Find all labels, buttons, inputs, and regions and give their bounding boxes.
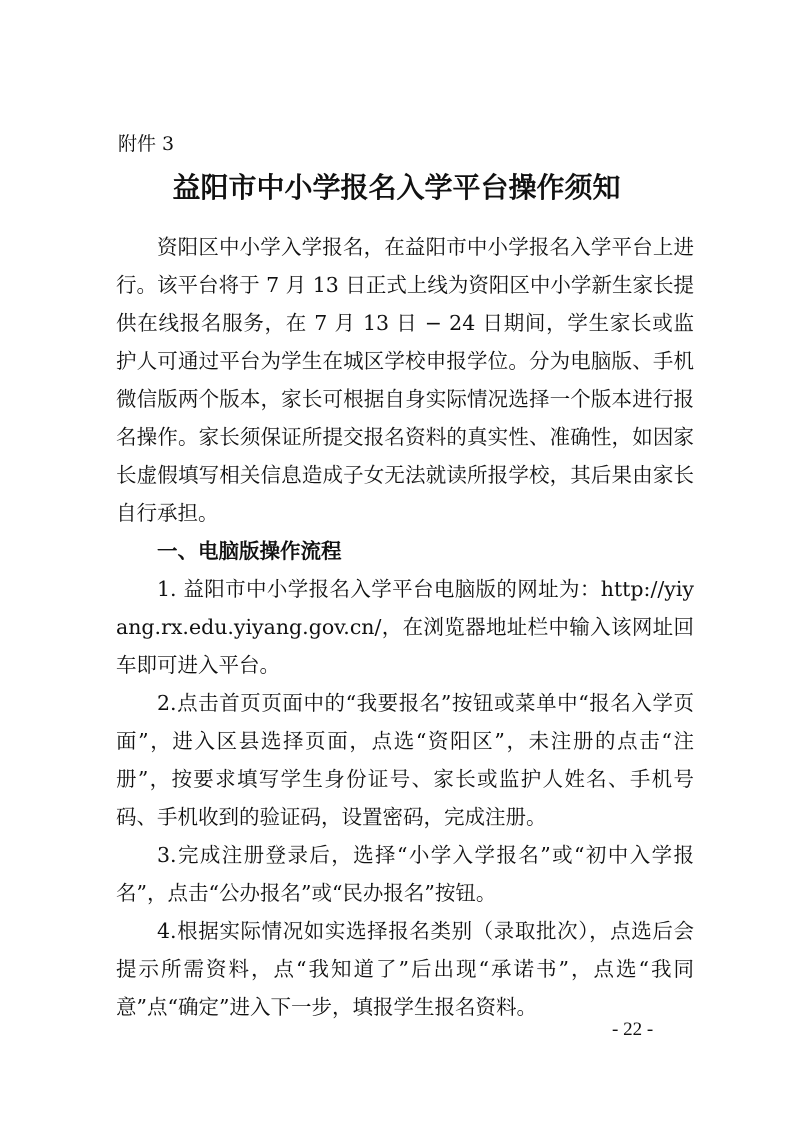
step-3-paragraph: 3.完成注册登录后，选择“小学入学报名”或“初中入学报名”，点击“公办报名”或“民办报名”按钮。 — [116, 843, 694, 905]
step-4-paragraph: 4.根据实际情况如实选择报名类别（录取批次），点选后会提示所需资料，点“我知道了”后出现“承诺书”，点选“我同意”点“确定”进入下一步，填报学生报名资料。 — [116, 919, 694, 1019]
document-title: 益阳市中小学报名入学平台操作须知 — [172, 171, 621, 204]
step-2-paragraph: 2.点击首页页面中的“我要报名”按钮或菜单中“报名入学页面”，进入区县选择页面，点选“资阳区”，未注册的点击“注册”，按要求填写学生身份证号、家长或监护人姓名、手机号码、手机收到的验证码，设置密码，完成注册。 — [116, 691, 694, 829]
attachment-label: 附件 3 — [118, 133, 175, 155]
intro-paragraph: 资阳区中小学入学报名，在益阳市中小学报名入学平台上进行。该平台将于 7 月 13 日正式上线为资阳区中小学新生家长提供在线报名服务，在 7 月 13 日 − 24 日期间，学生家长或监护人可通过平台为学生在城区学校申报学位。分为电脑版、手机微信版两个版本，家长可根据自身实际情况选择一个版本进行报名操作。家长须保证所提交报名资料的真实性、准确性，如因家长虚假填写相关信息造成子女无法就读所报学校，其后果由家长自行承担。 — [116, 235, 694, 525]
section-heading-pc: 一、电脑版操作流程 — [157, 539, 342, 563]
document-body — [116, 228, 694, 1026]
page-number: - 22 - — [612, 1019, 654, 1040]
step-1-paragraph: 1. 益阳市中小学报名入学平台电脑版的网址为：http://yiyang.rx.edu.yiyang.gov.cn/，在浏览器地址栏中输入该网址回车即可进入平台。 — [116, 577, 694, 677]
